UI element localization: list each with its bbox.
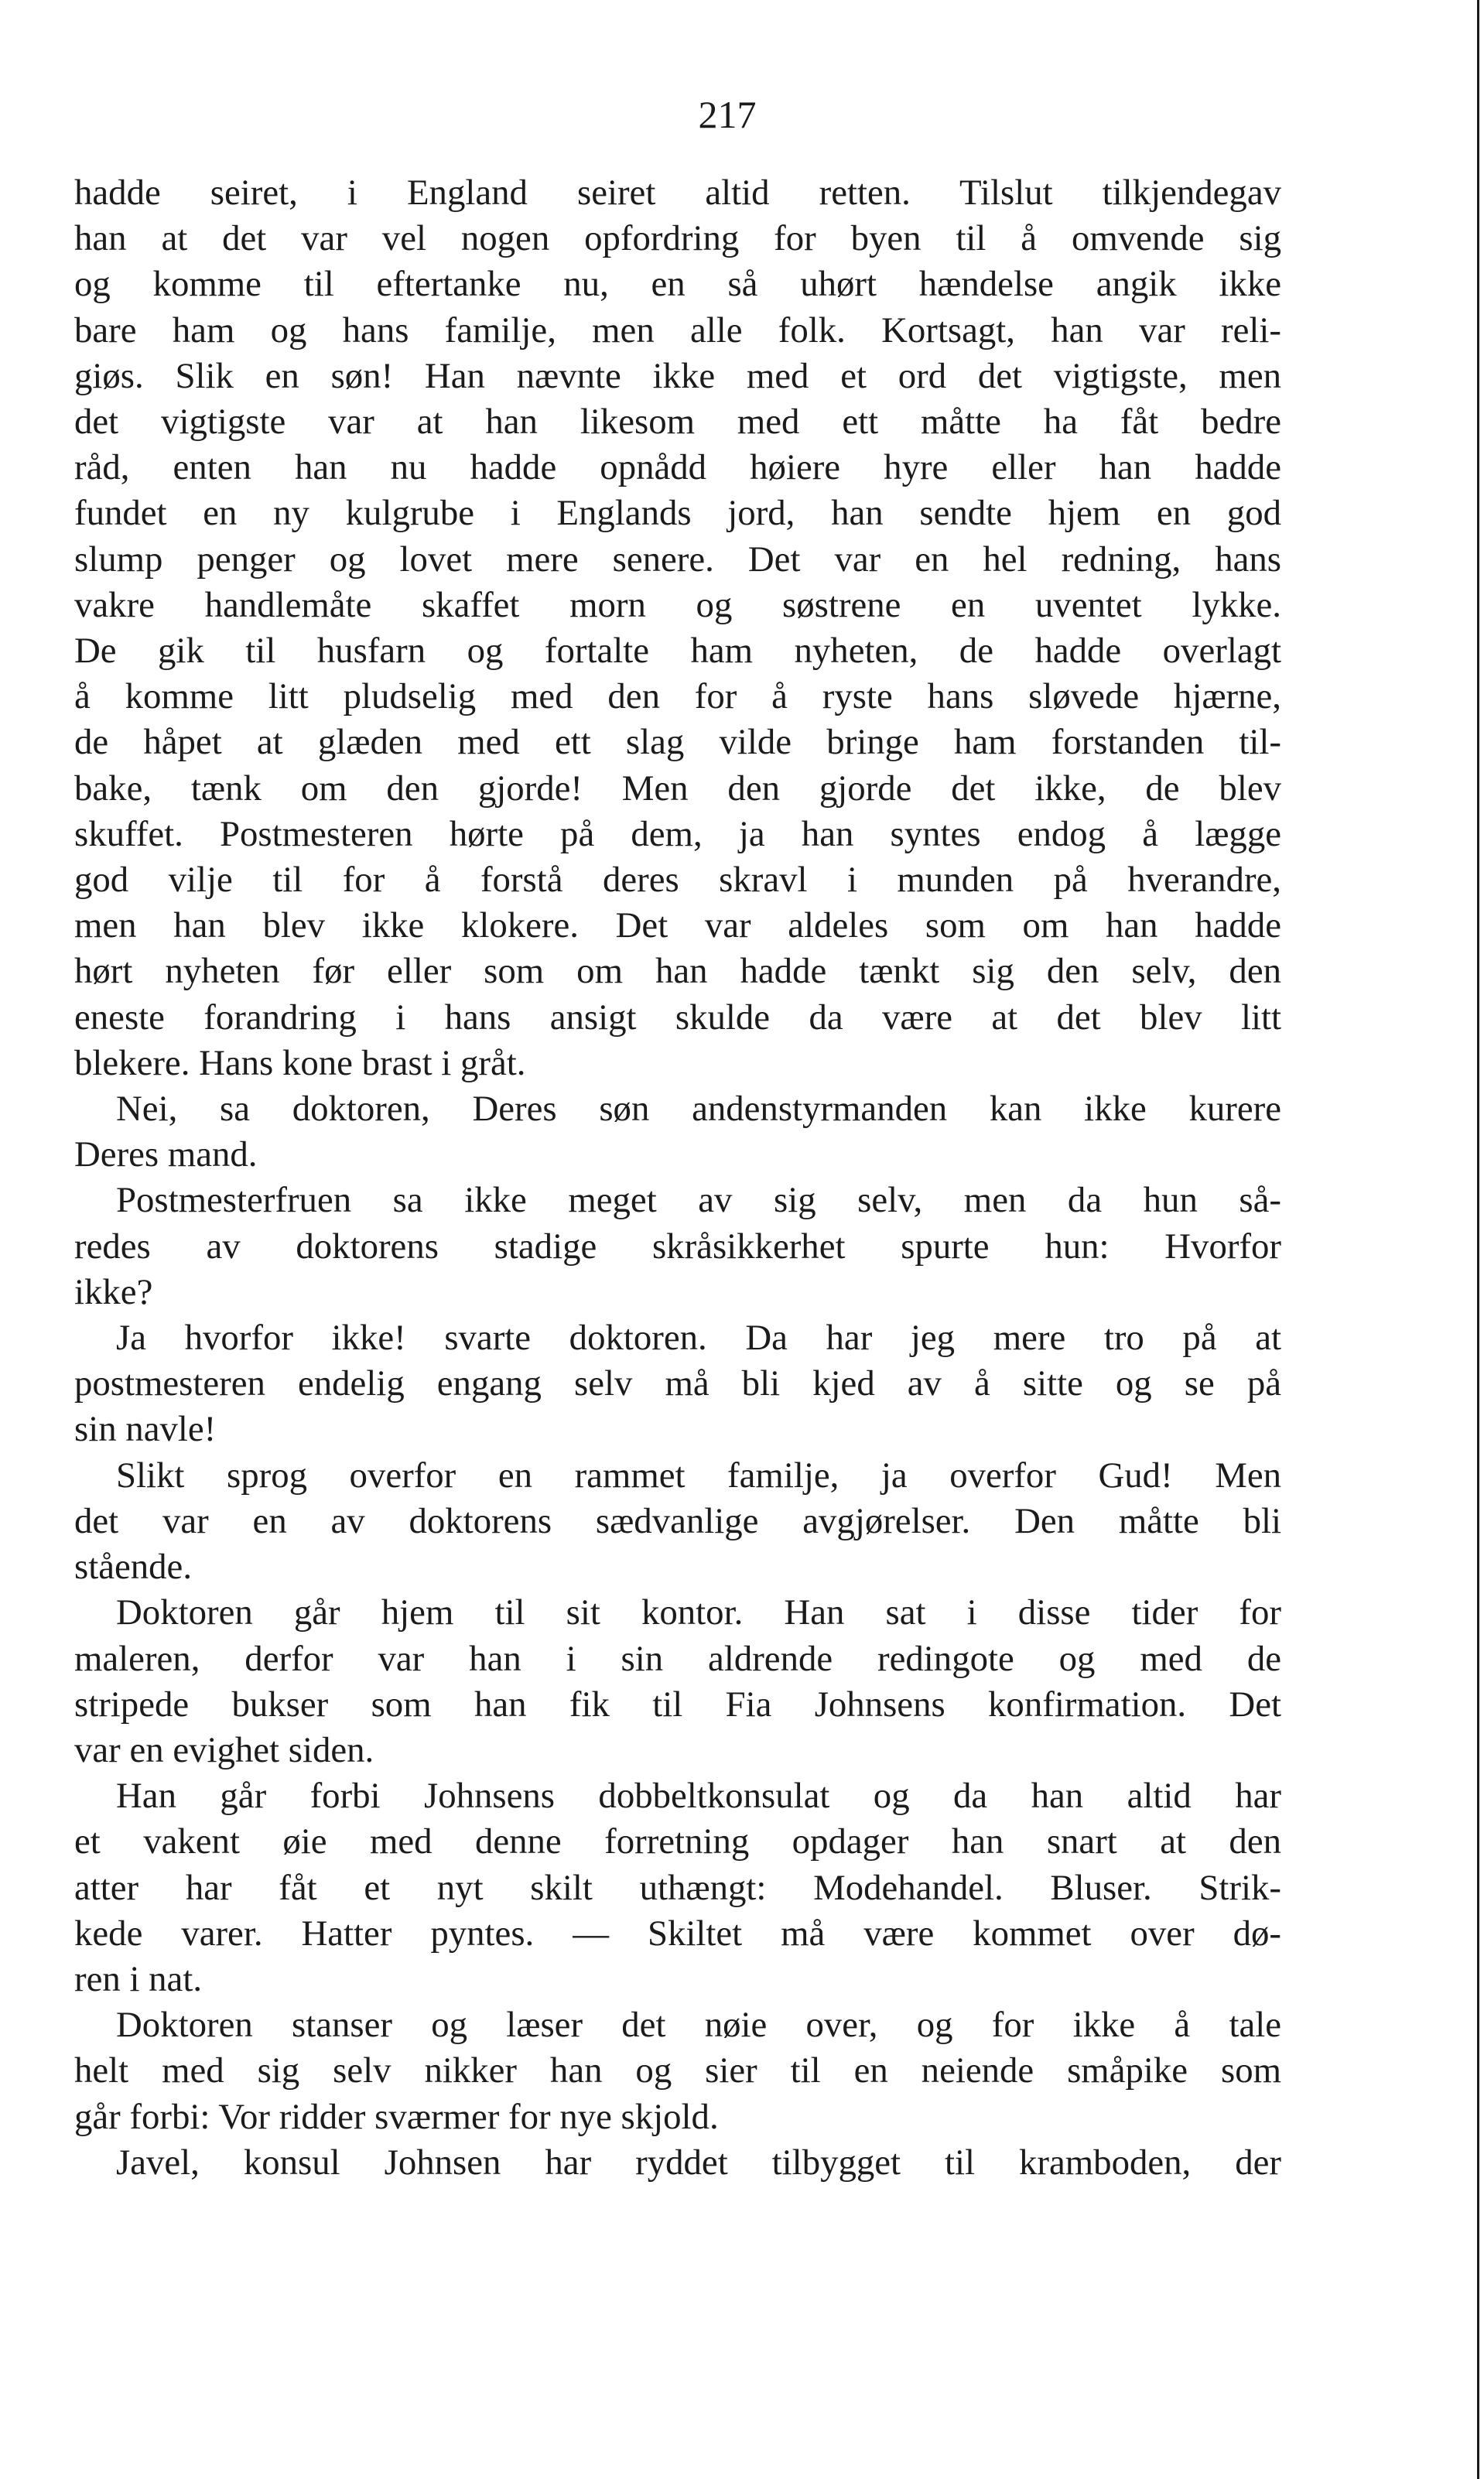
paragraph [74, 1590, 1281, 1773]
text-line: stripede bukser som han fik til Fia Johnsens konfirmation. Det [74, 1684, 1281, 1725]
text-line: de håpet at glæden med ett slag vilde bringe ham forstanden til- [74, 722, 1281, 763]
paragraph [74, 1773, 1281, 2002]
text-line: og komme til eftertanke nu, en så uhørt hændelse angik ikke [74, 264, 1281, 305]
paragraph [74, 170, 1281, 1086]
text-line: hørt nyheten før eller som om han hadde tænkt sig den selv, den [74, 951, 1281, 992]
text-line: postmesteren endelig engang selv må bli kjed av å sitte og se på [74, 1363, 1281, 1404]
text-line: atter har fåt et nyt skilt uthængt: Modehandel. Bluser. Strik- [74, 1867, 1281, 1908]
text-line: Postmesterfruen sa ikke meget av sig selv, men da hun så- [116, 1180, 1281, 1221]
text-line: redes av doktorens stadige skråsikkerhet spurte hun: Hvorfor [74, 1226, 1281, 1267]
text-line: De gik til husfarn og fortalte ham nyheten, de hadde overlagt [74, 631, 1281, 672]
paragraph [74, 1453, 1281, 1591]
text-line: men han blev ikke klokere. Det var aldeles som om han hadde [74, 905, 1281, 946]
text-line: råd, enten han nu hadde opnådd høiere hyre eller han hadde [74, 447, 1281, 488]
text-line: å komme litt pludselig med den for å ryste hans sløvede hjærne, [74, 676, 1281, 717]
paragraph [74, 1086, 1281, 1178]
paragraph [74, 1178, 1281, 1315]
page-number: 217 [698, 93, 757, 136]
text-line: skuffet. Postmesteren hørte på dem, ja han syntes endog å lægge [74, 813, 1281, 854]
text-line: blekere. Hans kone brast i gråt. [74, 1042, 526, 1083]
text-line: Doktoren går hjem til sit kontor. Han sat i disse tider for [116, 1592, 1281, 1633]
text-line: bake, tænk om den gjorde! Men den gjorde det ikke, de blev [74, 768, 1281, 809]
text-line: var en evighet siden. [74, 1729, 374, 1770]
text-line: stående. [74, 1547, 193, 1588]
text-line: hadde seiret, i England seiret altid retten. Tilslut tilkjendegav [74, 173, 1281, 213]
paragraph [74, 1315, 1281, 1453]
text-line: ikke? [74, 1271, 153, 1312]
text-line: fundet en ny kulgrube i Englands jord, han sendte hjem en god [74, 493, 1281, 534]
text-line: et vakent øie med denne forretning opdager han snart at den [74, 1821, 1281, 1862]
text-line: god vilje til for å forstå deres skravl i munden på hverandre, [74, 860, 1281, 901]
paragraph [74, 2140, 1281, 2186]
text-line: kede varer. Hatter pyntes. — Skiltet må være kommet over dø- [74, 1913, 1281, 1954]
text-line: Ja hvorfor ikke! svarte doktoren. Da har jeg mere tro på at [116, 1318, 1281, 1359]
text-line: giøs. Slik en søn! Han nævnte ikke med et ord det vigtigste, men [74, 355, 1281, 396]
text-line: det vigtigste var at han likesom med ett måtte ha fåt bedre [74, 402, 1281, 443]
text-line: sin navle! [74, 1409, 217, 1450]
page-edge-shadow [1477, 0, 1479, 2479]
text-line: bare ham og hans familje, men alle folk. Kortsagt, han var reli- [74, 309, 1281, 350]
text-line: Nei, sa doktoren, Deres søn andenstyrmanden kan ikke kurere [116, 1089, 1281, 1130]
text-line: Javel, konsul Johnsen har ryddet tilbygget til kramboden, der [116, 2142, 1281, 2183]
text-line: eneste forandring i hans ansigt skulde da være at det blev litt [74, 997, 1281, 1038]
text-line: Doktoren stanser og læser det nøie over, og for ikke å tale [116, 2005, 1281, 2046]
text-line: slump penger og lovet mere senere. Det var en hel redning, hans [74, 539, 1281, 580]
text-line: det var en av doktorens sædvanlige avgjørelser. Den måtte bli [74, 1500, 1281, 1541]
text-line: Slikt sprog overfor en rammet familje, ja overfor Gud! Men [116, 1455, 1281, 1496]
text-line: ren i nat. [74, 1958, 203, 1999]
body-text [74, 170, 1281, 2186]
text-line: Han går forbi Johnsens dobbeltkonsulat og da han altid har [116, 1776, 1281, 1817]
text-line: helt med sig selv nikker han og sier til en neiende småpike som [74, 2050, 1281, 2091]
paragraph [74, 2002, 1281, 2140]
text-line: vakre handlemåte skaffet morn og søstrene en uventet lykke. [74, 584, 1281, 625]
text-line: Deres mand. [74, 1134, 258, 1175]
text-line: går forbi: Vor ridder sværmer for nye skjold. [74, 2096, 719, 2137]
text-line: maleren, derfor var han i sin aldrende redingote og med de [74, 1638, 1281, 1679]
text-line: han at det var vel nogen opfordring for byen til å omvende sig [74, 218, 1281, 259]
